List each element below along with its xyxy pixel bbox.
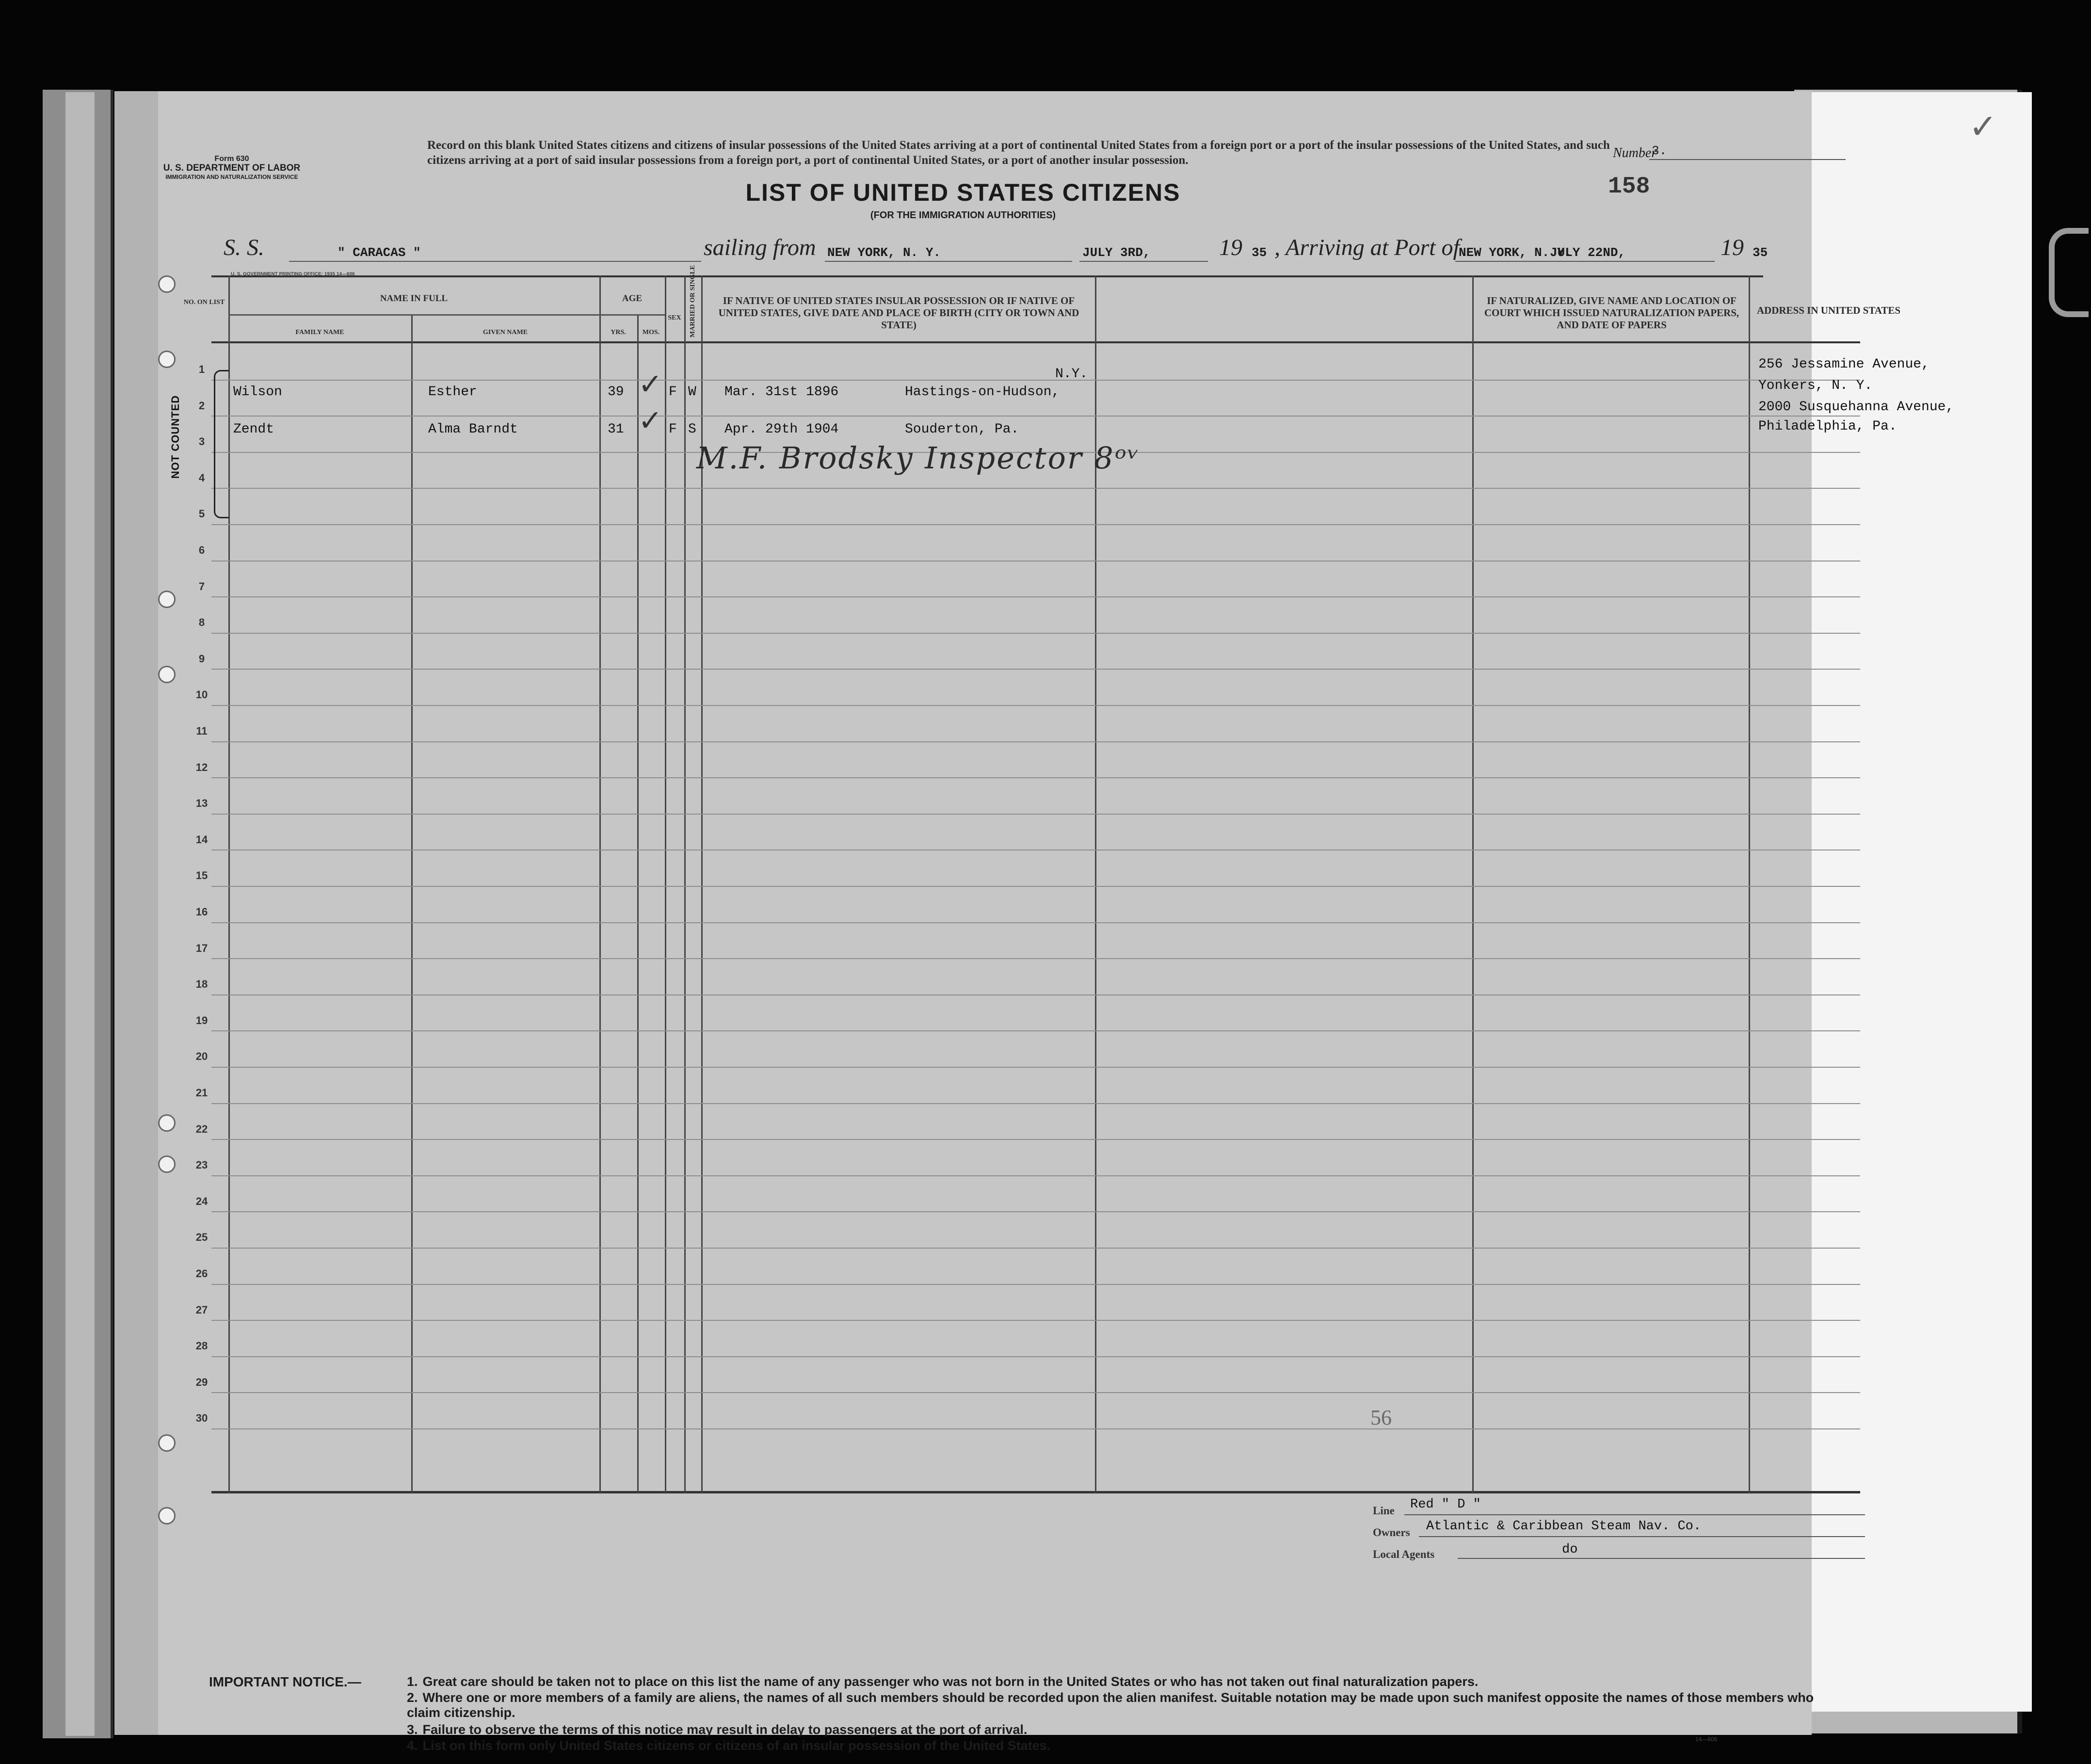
col-divider-sex: [684, 275, 686, 1492]
row-rule: [211, 1030, 1860, 1031]
notice-number: 1.: [407, 1674, 418, 1689]
local-agents-value: do: [1562, 1542, 1578, 1557]
row-rule: [211, 922, 1860, 923]
col-divider-family: [411, 314, 413, 1492]
row-number: 12: [195, 761, 208, 773]
row-rule: [211, 958, 1860, 959]
passenger-1-birth-date: Mar. 31st 1896: [724, 385, 839, 400]
col-divider-naturalized: [1472, 275, 1474, 1492]
adjacent-blank-page: [1804, 92, 2032, 1712]
row-number: 18: [195, 978, 208, 990]
owners-label: Owners: [1373, 1526, 1410, 1539]
header-native-birth: IF NATIVE OF UNITED STATES INSULAR POSSESSION OR IF NATIVE OF UNITED STATES, GIVE DATE AND PLACE OF BIRTH (CITY OR TOWN AND STATE): [718, 295, 1079, 331]
owners-value: Atlantic & Caribbean Steam Nav. Co.: [1426, 1519, 1702, 1534]
notice-number: 4.: [407, 1738, 418, 1753]
passenger-1-family-name: Wilson: [233, 385, 282, 400]
arriving-label: , Arriving at Port of: [1274, 235, 1460, 260]
row-rule: [211, 1211, 1860, 1212]
row-rule: [211, 488, 1860, 489]
row-number: 15: [195, 869, 208, 882]
col-divider-address: [1749, 275, 1750, 1492]
row-number: 29: [195, 1376, 208, 1388]
passenger-2-sex: F: [669, 422, 677, 437]
row-number: 20: [195, 1050, 208, 1062]
form-subtitle: (FOR THE IMMIGRATION AUTHORITIES): [870, 210, 1056, 221]
passenger-2-given-name: Alma Barndt: [428, 422, 518, 437]
ss-label: S. S.: [224, 235, 264, 260]
table-bottom-border: [211, 1491, 1860, 1493]
row-number: 1: [198, 363, 205, 375]
header-mos: MOS.: [642, 329, 660, 336]
sailing-year-prefix: 19: [1219, 235, 1242, 260]
notice-text: List on this form only United States citizens or citizens of an insular possession of the United States.: [422, 1738, 1051, 1753]
punch-hole: [158, 1114, 176, 1132]
row-rule: [211, 777, 1860, 778]
row-number: 5: [198, 508, 205, 520]
sailing-date-rule: [1079, 261, 1208, 262]
row-rule: [211, 814, 1860, 815]
notice-text: Great care should be taken not to place on this list the name of any passenger who was not born in the United States or who has not taken out final naturalization papers.: [422, 1674, 1479, 1689]
service-name: IMMIGRATION AND NATURALIZATION SERVICE: [165, 174, 298, 180]
passenger-2-tick-mark: ✓: [638, 404, 663, 438]
passenger-2-birth-date: Apr. 29th 1904: [724, 422, 839, 437]
row-number: 28: [195, 1340, 208, 1352]
row-number: 25: [195, 1231, 208, 1243]
punch-hole: [158, 1434, 176, 1452]
row-rule: [211, 669, 1860, 670]
notice-item-2: [407, 1690, 1837, 1720]
punch-hole: [158, 351, 176, 368]
row-rule: [211, 1428, 1860, 1429]
row-number: 11: [196, 725, 208, 737]
passenger-1-given-name: Esther: [428, 385, 477, 400]
row-number: 2: [198, 400, 205, 412]
row-rule: [211, 1356, 1860, 1357]
owners-rule: [1419, 1536, 1865, 1537]
col-divider-yrs: [637, 314, 639, 1492]
sheet-edge-shade: [114, 91, 158, 1735]
row-number: 9: [198, 653, 205, 665]
row-rule: [211, 1248, 1860, 1249]
row-rule: [211, 1392, 1860, 1393]
notice-item-4: [407, 1738, 1837, 1753]
binder-clip: [2049, 228, 2089, 317]
name-age-subheader-rule: [228, 314, 665, 316]
header-naturalized: IF NATURALIZED, GIVE NAME AND LOCATION OF COURT WHICH ISSUED NATURALIZATION PAPERS, AND DATE OF PAPERS: [1484, 295, 1739, 331]
row-number: 14: [195, 834, 208, 846]
row-rule: [211, 1067, 1860, 1068]
header-address: ADDRESS IN UNITED STATES: [1756, 305, 1901, 316]
manifest-sheet: [114, 91, 1954, 1753]
arrival-port: NEW YORK, N. Y.: [1459, 245, 1573, 260]
punch-hole: [158, 275, 176, 293]
notice-text: Failure to observe the terms of this notice may result in delay to passengers at the port of arrival.: [422, 1722, 1028, 1737]
inspector-signature: M.F. Brodsky Inspector 8ᵒᵛ: [696, 440, 1141, 476]
row-number: 13: [195, 797, 208, 809]
row-number: 19: [195, 1014, 208, 1026]
header-family-name: FAMILY NAME: [295, 329, 344, 336]
row-rule: [211, 633, 1860, 634]
passenger-2-marital-status: S: [688, 422, 696, 437]
passenger-1-address-line-2: Yonkers, N. Y.: [1758, 378, 1873, 393]
form-code: 14—606: [1695, 1736, 1718, 1743]
form-number: Form 630: [214, 155, 249, 163]
row-rule: [211, 380, 1860, 381]
line-value: Red " D ": [1410, 1497, 1481, 1512]
binder-strip-inner: [65, 92, 95, 1736]
row-rule: [211, 1103, 1860, 1104]
line-rule: [1404, 1514, 1865, 1515]
arrival-date-rule: [1547, 261, 1715, 262]
row-number: 22: [195, 1123, 208, 1135]
row-number: 6: [198, 544, 205, 556]
passenger-1-sex: F: [669, 385, 677, 400]
row-rule: [211, 524, 1860, 525]
number-rule: [1649, 159, 1846, 160]
row-rule: [211, 1284, 1860, 1285]
passenger-1-marital-status: W: [688, 385, 696, 400]
header-yrs: YRS.: [611, 329, 626, 336]
arrival-date: JULY 22ND,: [1550, 245, 1626, 260]
form-identifier: [159, 154, 305, 182]
passenger-2-address-line-2: Philadelphia, Pa.: [1758, 419, 1897, 434]
row-number: 21: [195, 1087, 208, 1099]
not-counted-stamp: NOT COUNTED: [169, 395, 182, 479]
not-counted-bracket: [214, 370, 229, 518]
header-married-or-single: MARRIED OR SINGLE: [689, 265, 696, 337]
row-rule: [211, 705, 1860, 706]
header-name-in-full: NAME IN FULL: [380, 293, 448, 304]
passenger-2-family-name: Zendt: [233, 422, 274, 437]
departure-port: NEW YORK, N. Y.: [827, 245, 941, 260]
row-number: 26: [195, 1267, 208, 1280]
row-rule: [211, 1320, 1860, 1321]
row-rule: [211, 1175, 1860, 1176]
notice-text: Where one or more members of a family are aliens, the names of all such members should be recorded upon the alien manifest. Suitable notation may be made upon such manifest opposite the names of those members who claim citizenship.: [407, 1690, 1814, 1720]
row-number: 17: [195, 942, 208, 954]
row-number: 27: [195, 1304, 208, 1316]
row-rule: [211, 1139, 1860, 1140]
passenger-1-address-line-1: 256 Jessamine Avenue,: [1758, 357, 1930, 372]
sailing-date: JULY 3RD,: [1082, 245, 1151, 260]
header-sex: SEX: [668, 314, 681, 321]
arrival-year: 35: [1753, 245, 1768, 260]
notice-item-3: [407, 1722, 1837, 1737]
page-stamp: 56: [1370, 1406, 1392, 1429]
row-number: 4: [198, 472, 205, 484]
ship-name: " CARACAS ": [338, 245, 421, 260]
punch-hole: [158, 591, 176, 608]
row-number: 10: [195, 689, 208, 701]
passenger-2-age-years: 31: [608, 422, 624, 437]
row-number: 24: [195, 1195, 208, 1207]
passenger-1-birth-place: Hastings-on-Hudson,: [905, 385, 1060, 400]
printing-imprint: U. S. GOVERNMENT PRINTING OFFICE: 1935 14—606: [231, 272, 355, 277]
sailing-year: 35: [1252, 245, 1267, 260]
number-value: 3.: [1652, 144, 1667, 158]
form-title: LIST OF UNITED STATES CITIZENS: [745, 179, 1181, 206]
passenger-1-age-years: 39: [608, 385, 624, 400]
corner-check-mark: ✓: [1969, 109, 1997, 146]
row-rule: [211, 886, 1860, 887]
row-rule: [211, 741, 1860, 742]
notice-item-1: [407, 1674, 1837, 1689]
table-top-border: [211, 275, 1763, 277]
row-number: 30: [195, 1412, 208, 1424]
local-agents-label: Local Agents: [1373, 1548, 1435, 1560]
row-rule: [211, 416, 1860, 417]
notice-number: 3.: [407, 1722, 418, 1737]
notice-number: 2.: [407, 1690, 418, 1705]
number-label: Number: [1613, 145, 1657, 160]
row-rule: [211, 596, 1860, 597]
arrival-year-prefix: 19: [1721, 235, 1744, 260]
department-name: U. S. DEPARTMENT OF LABOR: [163, 163, 301, 173]
passenger-1-tick-mark: ✓: [638, 368, 663, 401]
passenger-2-birth-place: Souderton, Pa.: [905, 422, 1019, 437]
punch-hole: [158, 1155, 176, 1173]
row-number: 3: [198, 435, 205, 448]
row-number: 7: [198, 580, 205, 593]
punch-hole: [158, 666, 176, 683]
header-given-name: GIVEN NAME: [483, 329, 528, 336]
col-divider-age: [665, 275, 666, 1492]
ship-rule: [289, 261, 701, 262]
sailing-from-label: sailing from: [704, 235, 816, 260]
line-label: Line: [1373, 1505, 1395, 1517]
passenger-2-address-line-1: 2000 Susquehanna Avenue,: [1758, 400, 1954, 415]
important-notice-heading: IMPORTANT NOTICE.—: [209, 1674, 361, 1689]
row-number: 23: [195, 1159, 208, 1171]
punch-hole: [158, 1507, 176, 1524]
form-instructions: Record on this blank United States citizens and citizens of insular possessions of the United States arriving at a port of continental United States from a foreign port or a port of the insular possessions of the United States, and such citizens arriving at a port of said insular possessions from a foreign port, a port of continental United States, or a port of another insular possession.: [427, 139, 1610, 167]
header-no-on-list: NO. ON LIST: [183, 299, 225, 306]
passenger-1-birth-state: N.Y.: [1055, 367, 1088, 382]
row-rule: [211, 994, 1860, 995]
row-number: 8: [198, 616, 205, 628]
col-divider-given: [599, 275, 601, 1492]
header-bottom-border: [211, 341, 1860, 343]
local-agents-rule: [1458, 1558, 1865, 1559]
header-age: AGE: [622, 293, 643, 304]
row-number: 16: [195, 906, 208, 918]
sheet-number-stamp: 158: [1608, 174, 1650, 200]
departure-port-rule: [825, 261, 1072, 262]
